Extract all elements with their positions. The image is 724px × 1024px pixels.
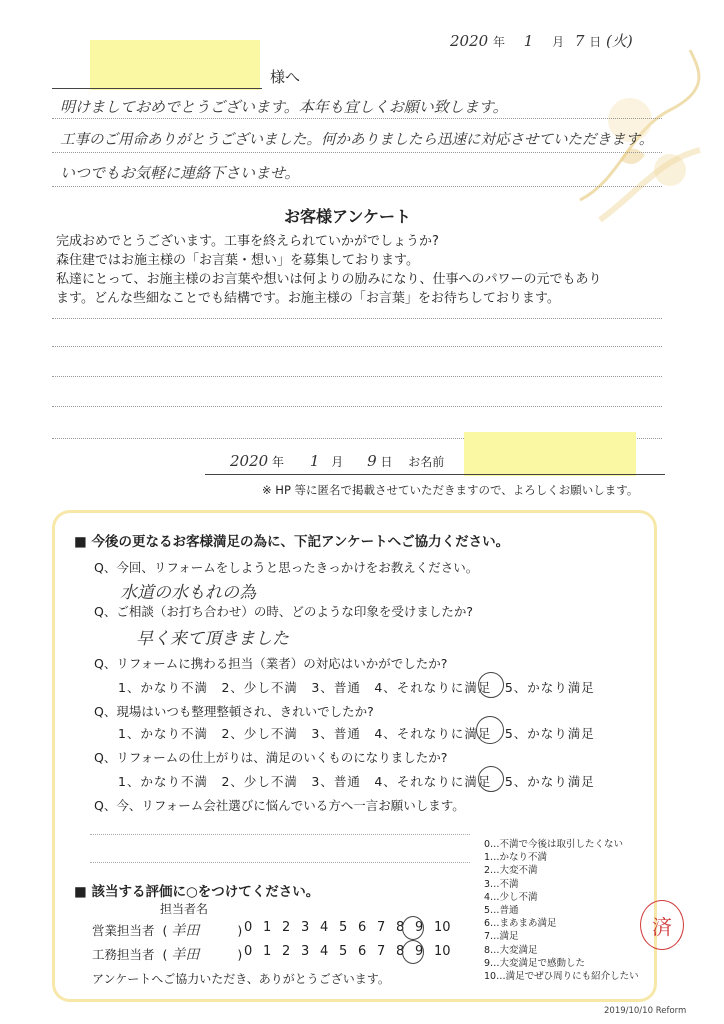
legend-item-1: 1…かなり不満 xyxy=(484,852,548,864)
question-5: Q、リフォームの仕上がりは、満足のいくものになりましたか? xyxy=(94,750,448,765)
score-row-works xyxy=(244,944,456,959)
comment-line xyxy=(52,346,662,347)
score-5: 5 xyxy=(339,920,348,935)
selected-answer-circle-q3 xyxy=(478,672,504,698)
comment-line xyxy=(52,318,662,319)
name-label: お名前 xyxy=(408,455,445,469)
survey-intro xyxy=(56,232,601,308)
sign-month: 1 xyxy=(309,452,320,470)
score-row-sales xyxy=(244,920,456,935)
intro-line-4: ます。どんな些細なことでも結構です。お施主様の「お言葉」をお待ちしております。 xyxy=(56,291,560,306)
rating-label-works: 工務担当者 xyxy=(92,947,155,962)
stamp-text: 済 xyxy=(652,914,672,939)
date-day-unit: 日 xyxy=(589,35,602,49)
letter-line-3: いつでもお気軽に連絡下さいませ。 xyxy=(60,164,300,182)
question-2: Q、ご相談（お打ち合わせ）の時、どのような印象を受けましたか? xyxy=(94,604,473,619)
person-header: 担当者名 xyxy=(160,902,209,916)
legend-item-10: 10…満足でぜひ周りにも紹介したい xyxy=(484,971,639,983)
score-3: 3 xyxy=(301,944,310,959)
score-6: 6 xyxy=(358,944,367,959)
legend-item-3: 3…不満 xyxy=(484,878,519,890)
works-person-name: 羊田 xyxy=(171,947,200,963)
score-0: 0 xyxy=(244,920,253,935)
questionnaire-heading: ■ 今後の更なるお客様満足の為に、下記アンケートへご協力ください。 xyxy=(74,534,510,550)
score-2: 2 xyxy=(282,944,291,959)
recipient-name-redaction xyxy=(90,40,260,90)
score-0: 0 xyxy=(244,944,253,959)
score-5: 5 xyxy=(339,944,348,959)
score-9: 9 xyxy=(415,944,424,959)
signature-underline xyxy=(205,474,665,475)
score-8: 8 xyxy=(396,920,405,935)
score-7: 7 xyxy=(377,920,386,935)
score-10: 10 xyxy=(434,920,451,935)
bracket-close: ) xyxy=(237,923,243,938)
answer-2: 早く来て頂きました xyxy=(136,629,289,649)
score-4: 4 xyxy=(320,920,329,935)
score-10: 10 xyxy=(434,944,451,959)
rating-legend xyxy=(484,838,639,983)
score-7: 7 xyxy=(377,944,386,959)
legend-item-0: 0…不満で今後は取引したくない xyxy=(484,839,624,850)
bracket-close: ) xyxy=(237,947,243,962)
date-month: 1 xyxy=(523,32,534,50)
form-version: 2019/10/10 Reform xyxy=(604,1006,687,1016)
bracket-open: ( xyxy=(162,947,168,962)
sign-year: 2020 xyxy=(230,452,269,470)
legend-item-7: 7…満足 xyxy=(484,931,519,943)
score-8: 8 xyxy=(396,944,405,959)
letter-date xyxy=(450,30,633,51)
customer-name-redaction xyxy=(464,432,636,476)
score-9: 9 xyxy=(415,920,424,935)
rule-line xyxy=(52,152,662,153)
legend-item-9: 9…大変満足で感動した xyxy=(484,957,586,969)
selected-answer-circle-q5 xyxy=(478,766,504,792)
question-3: Q、リフォームに携わる担当（業者）の対応はいかがでしたか? xyxy=(94,656,448,671)
recipient-underline xyxy=(52,88,262,89)
sign-month-unit: 月 xyxy=(331,455,344,469)
completed-stamp xyxy=(640,900,684,950)
selected-answer-circle-q4 xyxy=(476,716,504,744)
recipient-suffix: 様へ xyxy=(270,68,301,86)
scale-5: 1、かなり不満 2、少し不満 3、普通 4、それなりに満足 5、かなり満足 xyxy=(118,774,595,789)
rating-row-works xyxy=(92,944,242,964)
question-1: Q、今回、リフォームをしようと思ったきっかけをお教えください。 xyxy=(94,560,479,575)
legend-item-5: 5…普通 xyxy=(484,905,519,917)
scale-3: 1、かなり不満 2、少し不満 3、普通 4、それなりに満足 5、かなり満足 xyxy=(118,680,595,695)
sales-person-name: 羊田 xyxy=(171,923,200,939)
score-2: 2 xyxy=(282,920,291,935)
rule-line xyxy=(52,186,662,187)
intro-line-1: 完成おめでとうございます。工事を終えられていかがでしょうか? xyxy=(56,234,439,249)
legend-item-6: 6…まあまあ満足 xyxy=(484,918,557,930)
score-6: 6 xyxy=(358,920,367,935)
selected-score-circle-sales xyxy=(402,916,424,940)
legend-item-8: 8…大変満足 xyxy=(484,944,538,956)
date-year-unit: 年 xyxy=(492,35,505,49)
score-4: 4 xyxy=(320,944,329,959)
question-4: Q、現場はいつも整理整頓され、きれいでしたか? xyxy=(94,704,374,719)
selected-score-circle-works xyxy=(402,940,424,964)
sign-day-unit: 日 xyxy=(380,455,393,469)
comment-line xyxy=(52,406,662,407)
intro-line-2: 森住建ではお施主様の「お言葉・想い」を募集しております。 xyxy=(56,253,419,268)
question-6: Q、今、リフォーム会社選びに悩んでいる方へ一言お願いします。 xyxy=(94,798,465,813)
anonymity-note: ※ HP 等に匿名で掲載させていただきますので、よろしくお願いします。 xyxy=(262,483,639,497)
legend-item-4: 4…少し不満 xyxy=(484,891,538,903)
intro-line-3: 私達にとって、お施主様のお言葉や想いは何よりの励みになり、仕事へのパワーの元でもあり xyxy=(56,272,602,287)
answer-1: 水道の水もれの為 xyxy=(120,583,256,603)
date-year: 2020 xyxy=(450,32,489,50)
comment-line-q6 xyxy=(90,862,470,863)
legend-item-2: 2…大変不満 xyxy=(484,865,538,877)
score-1: 1 xyxy=(263,944,272,959)
date-day: 7 xyxy=(574,32,585,50)
rating-row-sales xyxy=(92,920,242,940)
sign-year-unit: 年 xyxy=(272,455,285,469)
comment-line xyxy=(52,376,662,377)
bracket-open: ( xyxy=(162,923,168,938)
rating-heading: ■ 該当する評価に○をつけてください。 xyxy=(74,884,320,900)
thanks-message: アンケートへご協力いただき、ありがとうございます。 xyxy=(92,972,390,986)
date-month-unit: 月 xyxy=(552,35,565,49)
score-3: 3 xyxy=(301,920,310,935)
letter-line-1: 明けましておめでとうございます。本年も宜しくお願い致します。 xyxy=(60,98,508,116)
rating-label-sales: 営業担当者 xyxy=(92,923,155,938)
letter-line-2: 工事のご用命ありがとうございました。何かありましたら迅速に対応させていただきます。 xyxy=(60,132,654,148)
rule-line xyxy=(52,118,662,119)
scale-4: 1、かなり不満 2、少し不満 3、普通 4、それなりに満足 5、かなり満足 xyxy=(118,726,595,741)
score-1: 1 xyxy=(263,920,272,935)
signature-date xyxy=(230,452,444,470)
sign-day: 9 xyxy=(367,452,377,470)
date-weekday: (火) xyxy=(606,32,633,50)
comment-line-q6 xyxy=(90,834,470,835)
survey-title: お客様アンケート xyxy=(284,207,412,226)
